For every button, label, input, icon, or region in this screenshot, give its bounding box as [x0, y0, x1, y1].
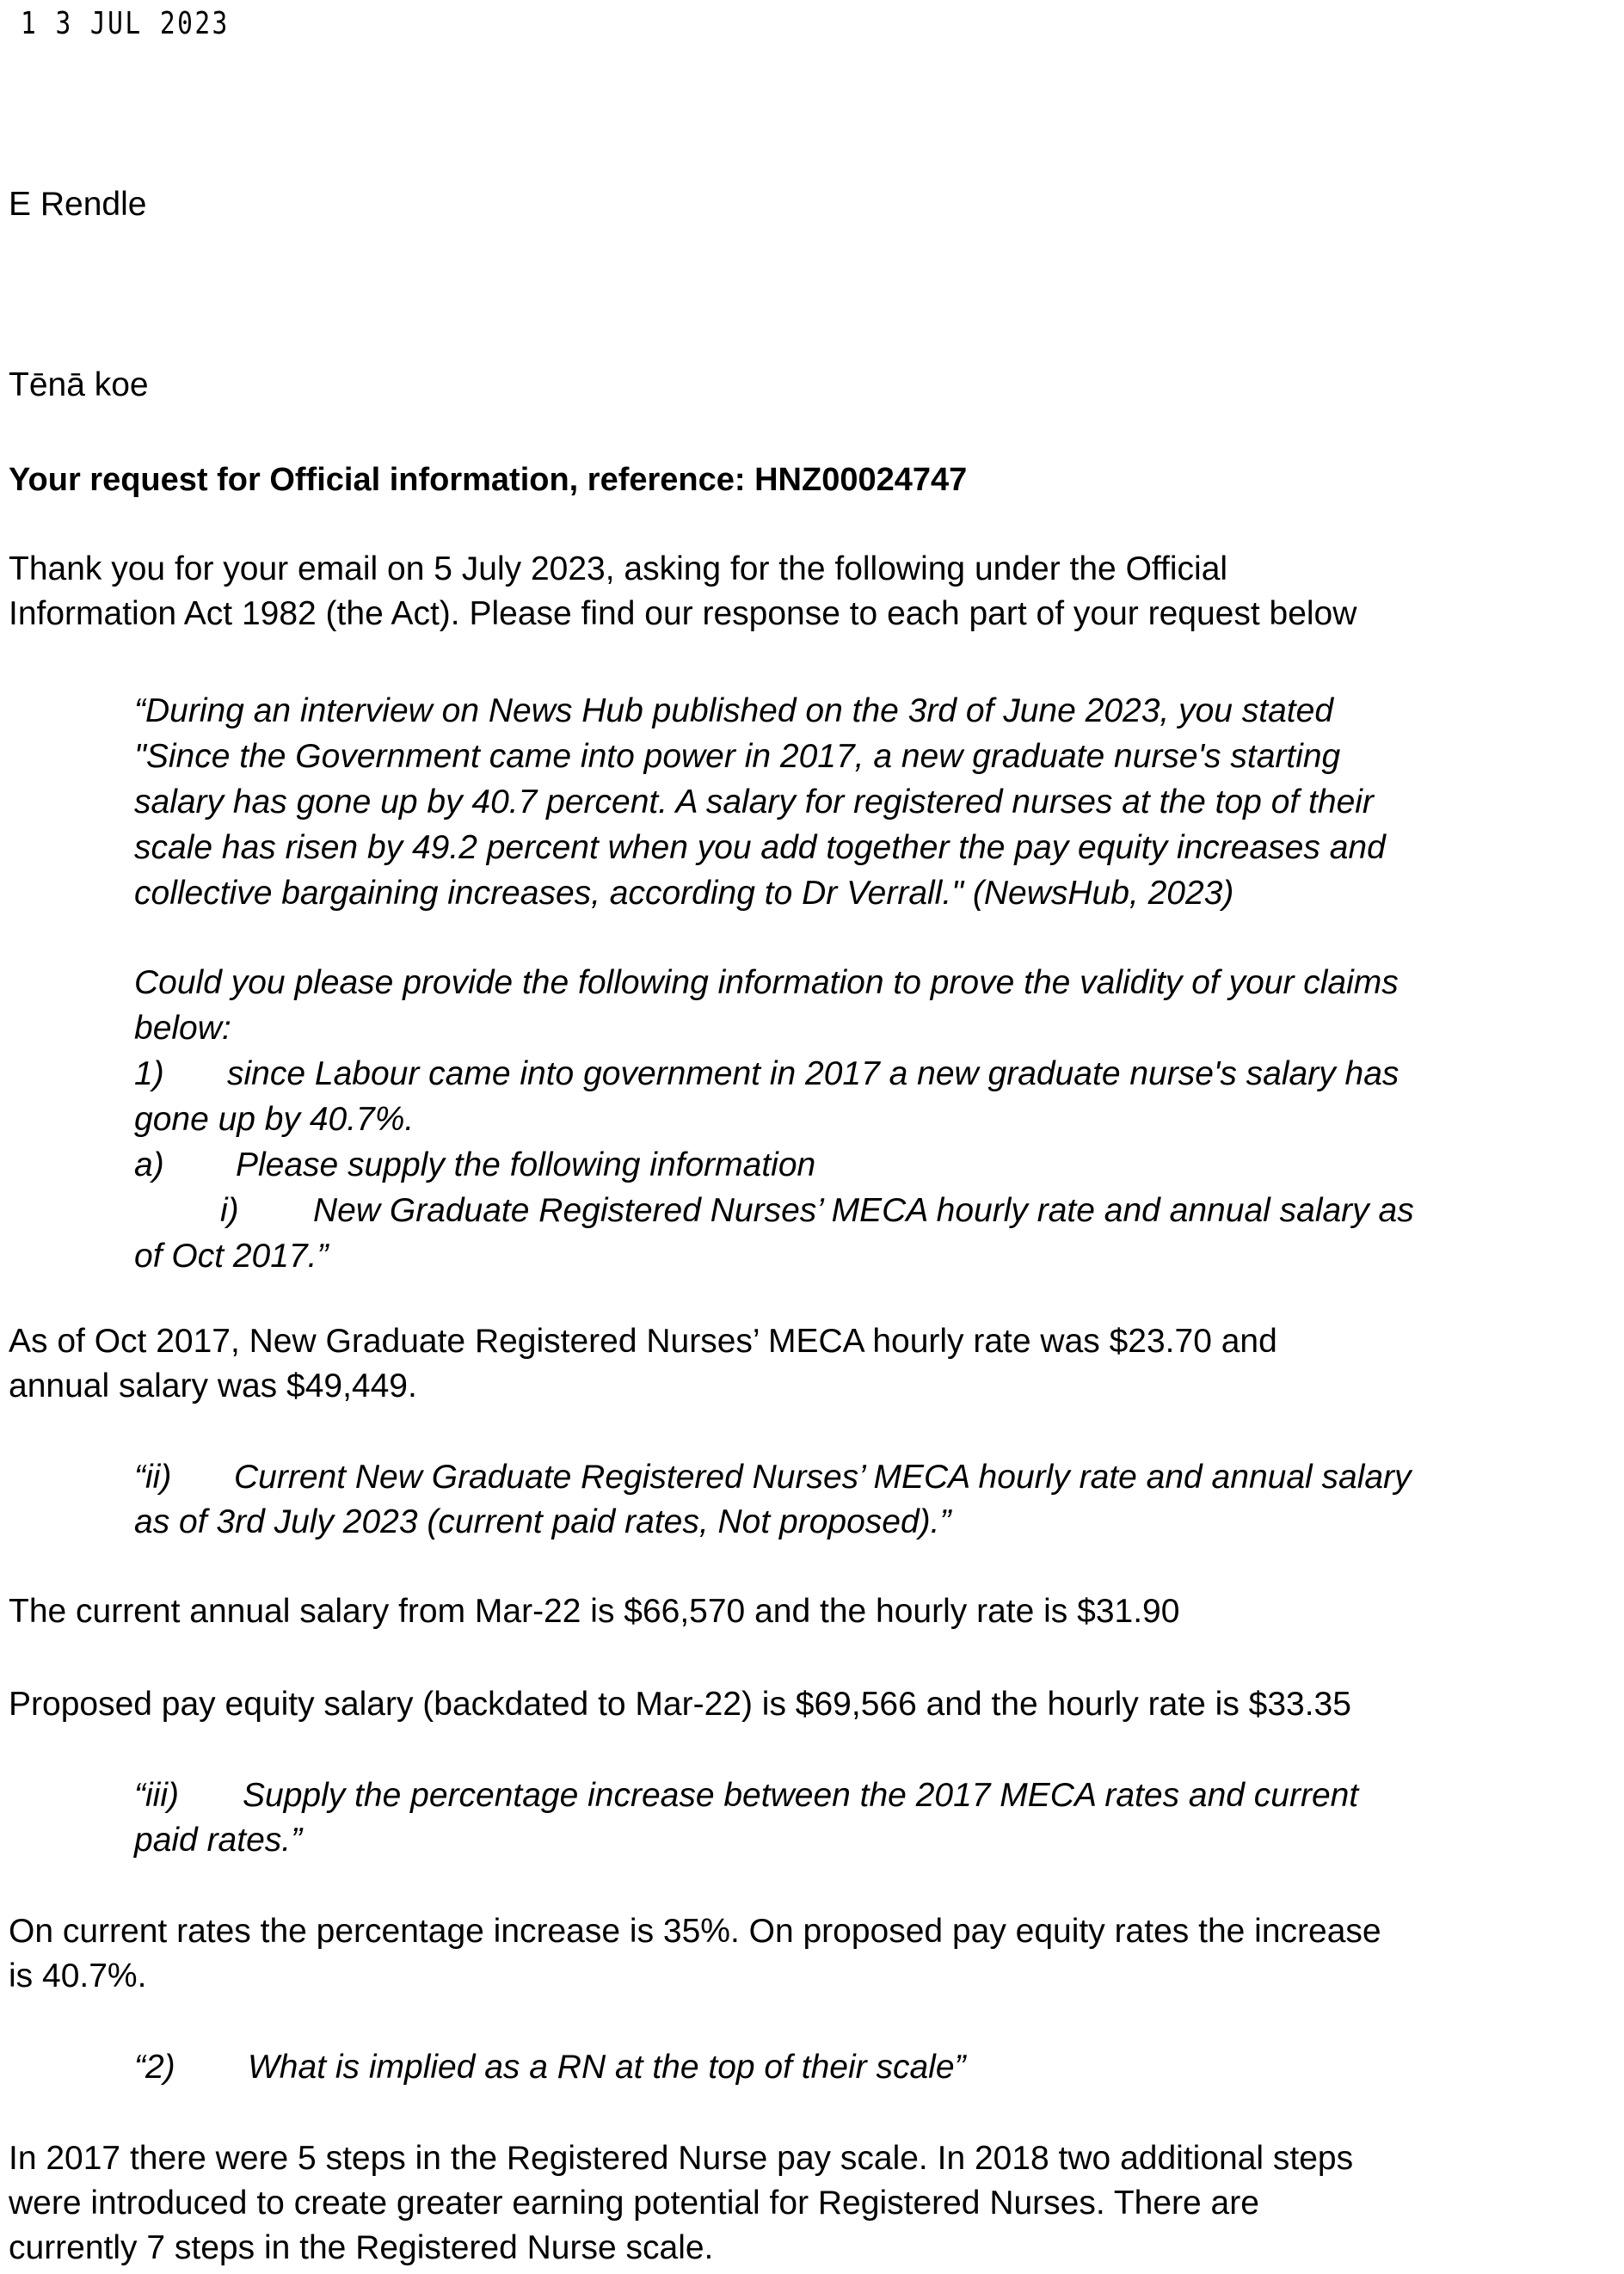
- answer-pay-scale-steps: [9, 2136, 1353, 2271]
- question-ii: [134, 1455, 1412, 1500]
- answer-line: In 2017 there were 5 steps in the Registered Nurse pay scale. In 2018 two additional steps: [9, 2140, 1354, 2177]
- quote-line: below:: [134, 1010, 231, 1047]
- intro-line: Thank you for your email on 5 July 2023, asking for the following under the Official: [9, 550, 1228, 587]
- request-quote-questions: [134, 960, 1414, 1279]
- quote-line: collective bargaining increases, according to Dr Verrall." (NewsHub, 2023): [134, 875, 1234, 912]
- answer-2017-rates: [9, 1319, 1277, 1409]
- greeting: Tēnā koe: [9, 366, 149, 403]
- quote-line: gone up by 40.7%.: [134, 1101, 415, 1138]
- question-i: [134, 1188, 1414, 1233]
- question-text: Supply the percentage increase between the 2017 MECA rates and current: [243, 1777, 1359, 1814]
- answer-line: annual salary was $49,449.: [9, 1367, 417, 1404]
- question-iii: [134, 1773, 1358, 1818]
- question-number: “iii): [134, 1777, 179, 1814]
- quote-line: “During an interview on News Hub published on the 3rd of June 2023, you stated: [134, 692, 1334, 729]
- answer-line: On current rates the percentage increase is 35%. On proposed pay equity rates the increase: [9, 1913, 1381, 1950]
- answer-current-salary: The current annual salary from Mar-22 is $66,570 and the hourly rate is $31.90: [9, 1593, 1180, 1630]
- quote-line: salary has gone up by 40.7 percent. A salary for registered nurses at the top of their: [134, 784, 1374, 820]
- question-text: What is implied as a RN at the top of their scale”: [248, 2049, 966, 2086]
- question-number: “ii): [134, 1459, 172, 1496]
- intro-paragraph: [9, 547, 1356, 636]
- answer-proposed-salary: Proposed pay equity salary (backdated to Mar-22) is $69,566 and the hourly rate is $33.35: [9, 1686, 1351, 1723]
- quote-line: of Oct 2017.”: [134, 1238, 329, 1275]
- question-number: i): [220, 1192, 239, 1229]
- question-a: [134, 1142, 1414, 1188]
- answer-percentage-increase: [9, 1909, 1381, 1999]
- question-number: a): [134, 1146, 164, 1183]
- date-stamp: 1 3 JUL 2023: [21, 6, 230, 41]
- quote-line: scale has risen by 49.2 percent when you add together the pay equity increases and: [134, 829, 1386, 866]
- quote-line: as of 3rd July 2023 (current paid rates, Not proposed).”: [134, 1503, 951, 1540]
- question-number: 1): [134, 1055, 164, 1092]
- subject-line: Your request for Official information, reference: HNZ00024747: [9, 462, 968, 498]
- question-text: since Labour came into government in 2017 a new graduate nurse's salary has: [227, 1055, 1399, 1092]
- intro-line: Information Act 1982 (the Act). Please find our response to each part of your request below: [9, 595, 1357, 632]
- request-quote-2: [134, 2045, 966, 2090]
- question-text: Current New Graduate Registered Nurses’ MECA hourly rate and annual salary: [234, 1459, 1412, 1496]
- answer-line: is 40.7%.: [9, 1957, 147, 1994]
- request-quote-iii: [134, 1773, 1358, 1863]
- question-2: [134, 2045, 966, 2090]
- quote-line: Could you please provide the following information to prove the validity of your claims: [134, 964, 1399, 1001]
- request-quote-newshub: [134, 688, 1386, 916]
- quote-line: paid rates.”: [134, 1822, 303, 1859]
- request-quote-ii: [134, 1455, 1412, 1545]
- quote-line: "Since the Government came into power in 2017, a new graduate nurse's starting: [134, 738, 1341, 775]
- question-text: New Graduate Registered Nurses’ MECA hourly rate and annual salary as: [313, 1192, 1414, 1229]
- answer-line: were introduced to create greater earning potential for Registered Nurses. There are: [9, 2185, 1259, 2222]
- question-number: “2): [134, 2049, 175, 2086]
- question-text: Please supply the following information: [236, 1146, 816, 1183]
- answer-line: currently 7 steps in the Registered Nurse scale.: [9, 2229, 714, 2266]
- answer-line: As of Oct 2017, New Graduate Registered Nurses’ MECA hourly rate was $23.70 and: [9, 1323, 1277, 1360]
- recipient-name: E Rendle: [9, 186, 147, 223]
- question-1: [134, 1051, 1414, 1097]
